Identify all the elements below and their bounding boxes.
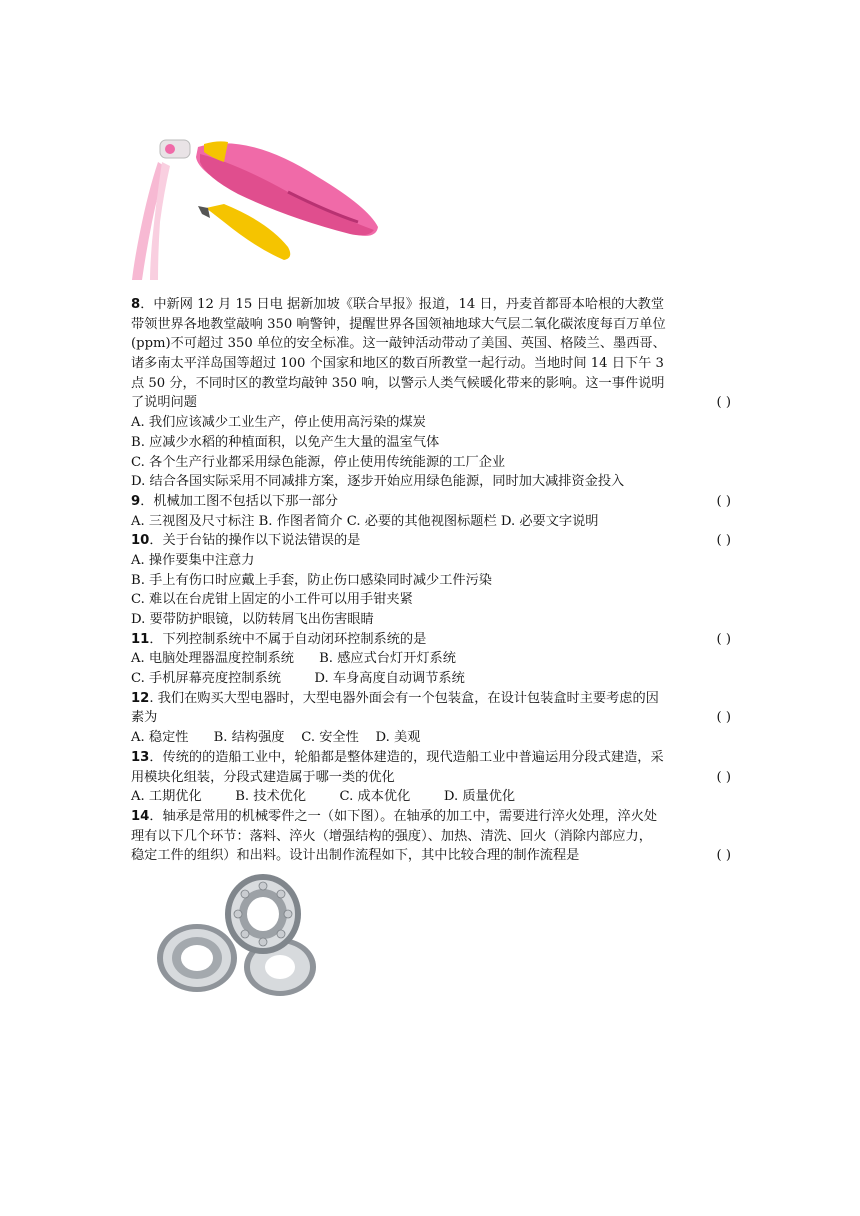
q12-stem-2: 素为 ( ) bbox=[131, 708, 731, 728]
q12-answer-blank: ( ) bbox=[716, 710, 731, 726]
q11-options-ab: A. 电脑处理器温度控制系统 B. 感应式台灯开灯系统 bbox=[131, 651, 456, 667]
q11-answer-blank: ( ) bbox=[716, 631, 731, 647]
q13-number: 13 bbox=[131, 749, 150, 765]
q14-line-3: 稳定工件的组织）和出料。设计出制作流程如下，其中比较合理的制作流程是 ( ) bbox=[131, 846, 731, 866]
q14-answer-blank: ( ) bbox=[716, 848, 731, 864]
q12-options: A. 稳定性 B. 结构强度 C. 安全性 D. 美观 bbox=[131, 730, 421, 746]
q11-options-cd: C. 手机屏幕亮度控制系统 D. 车身高度自动调节系统 bbox=[131, 671, 465, 687]
q9-stem: 9．机械加工图不包括以下那一部分 ( ) bbox=[131, 492, 731, 512]
q10-option-c: C. 难以在台虎钳上固定的小工件可以用手钳夹紧 bbox=[131, 592, 413, 608]
q8-line-5: 点 50 分，不同时区的教堂均敲钟 350 响，以警示人类气候暖化带来的影响。这一事件说明 bbox=[131, 375, 665, 391]
q14-line-2: 理有以下几个环节：落料、淬火（增强结构的强度）、加热、清洗、回火（消除内部应力， bbox=[131, 828, 652, 844]
pen-image bbox=[128, 122, 384, 280]
q11-number: 11 bbox=[131, 631, 150, 647]
q14-line-1: 14．轴承是常用的机械零件之一（如下图）。在轴承的加工中，需要进行淬火处理，淬火处 bbox=[131, 808, 658, 824]
q8-option-a: A. 我们应该减少工业生产，停止使用高污染的煤炭 bbox=[131, 415, 426, 431]
q8-line-3: (ppm)不可超过 350 单位的安全标准。这一敲钟活动带动了美国、英国、格陵兰、墨西哥、 bbox=[131, 336, 666, 352]
q10-stem: 10．关于台钻的操作以下说法错误的是 ( ) bbox=[131, 531, 731, 551]
q8-line-6: 了说明问题 ( ) bbox=[131, 393, 731, 413]
q8-number: 8 bbox=[131, 297, 141, 312]
q13-stem: 13．传统的的造船工业中，轮船都是整体建造的，现代造船工业中普遍运用分段式建造，采 bbox=[131, 749, 664, 765]
q10-option-d: D. 要带防护眼镜，以防转屑飞出伤害眼睛 bbox=[131, 612, 374, 627]
q8-option-b: B. 应减少水稻的种植面积，以免产生大量的温室气体 bbox=[131, 434, 440, 450]
q11-stem: 11．下列控制系统中不属于自动闭环控制系统的是 ( ) bbox=[131, 630, 731, 650]
q10-option-b: B. 手上有伤口时应戴上手套，防止伤口感染同时减少工件污染 bbox=[131, 572, 492, 588]
q8-line-1: 8．中新网 12 月 15 日电 据新加坡《联合早报》报道，14 日，丹麦首都哥本哈根的大教堂 bbox=[131, 297, 665, 312]
questions-block bbox=[131, 295, 731, 866]
q14-number: 14 bbox=[131, 808, 150, 824]
q13-stem-2: 用模块化组装，分段式建造属于哪一类的优化 ( ) bbox=[131, 768, 731, 788]
q8-line-4: 诸多南太平洋岛国等超过 100 个国家和地区的数百所教堂一起行动。当地时间 14 日下午 3 bbox=[131, 356, 664, 372]
q8-line-2: 带领世界各地教堂敲响 350 响警钟，提醒世界各国领袖地球大气层二氧化碳浓度每百万单位 bbox=[131, 316, 666, 332]
q12-number: 12 bbox=[131, 690, 150, 706]
q10-number: 10 bbox=[131, 533, 150, 549]
q9-number: 9 bbox=[131, 493, 141, 509]
q8-option-d: D. 结合各国实际采用不同减排方案，逐步开始应用绿色能源，同时加大减排资金投入 bbox=[131, 474, 625, 490]
q8-answer-blank: ( ) bbox=[716, 395, 731, 411]
q12-stem: 12. 我们在购买大型电器时，大型电器外面会有一个包装盒，在设计包装盒时主要考虑的因 bbox=[131, 690, 659, 706]
q13-answer-blank: ( ) bbox=[716, 769, 731, 785]
q10-answer-blank: ( ) bbox=[716, 533, 731, 549]
q13-options: A. 工期优化 B. 技术优化 C. 成本优化 D. 质量优化 bbox=[131, 789, 516, 805]
q9-options: A. 三视图及尺寸标注 B. 作图者简介 C. 必要的其他视图标题栏 D. 必要文字说明 bbox=[131, 513, 599, 529]
q10-option-a: A. 操作要集中注意力 bbox=[131, 552, 255, 568]
q9-answer-blank: ( ) bbox=[716, 493, 731, 509]
q8-option-c: C. 各个生产行业都采用绿色能源，停止使用传统能源的工厂企业 bbox=[131, 454, 506, 470]
bearing-image bbox=[155, 872, 317, 996]
